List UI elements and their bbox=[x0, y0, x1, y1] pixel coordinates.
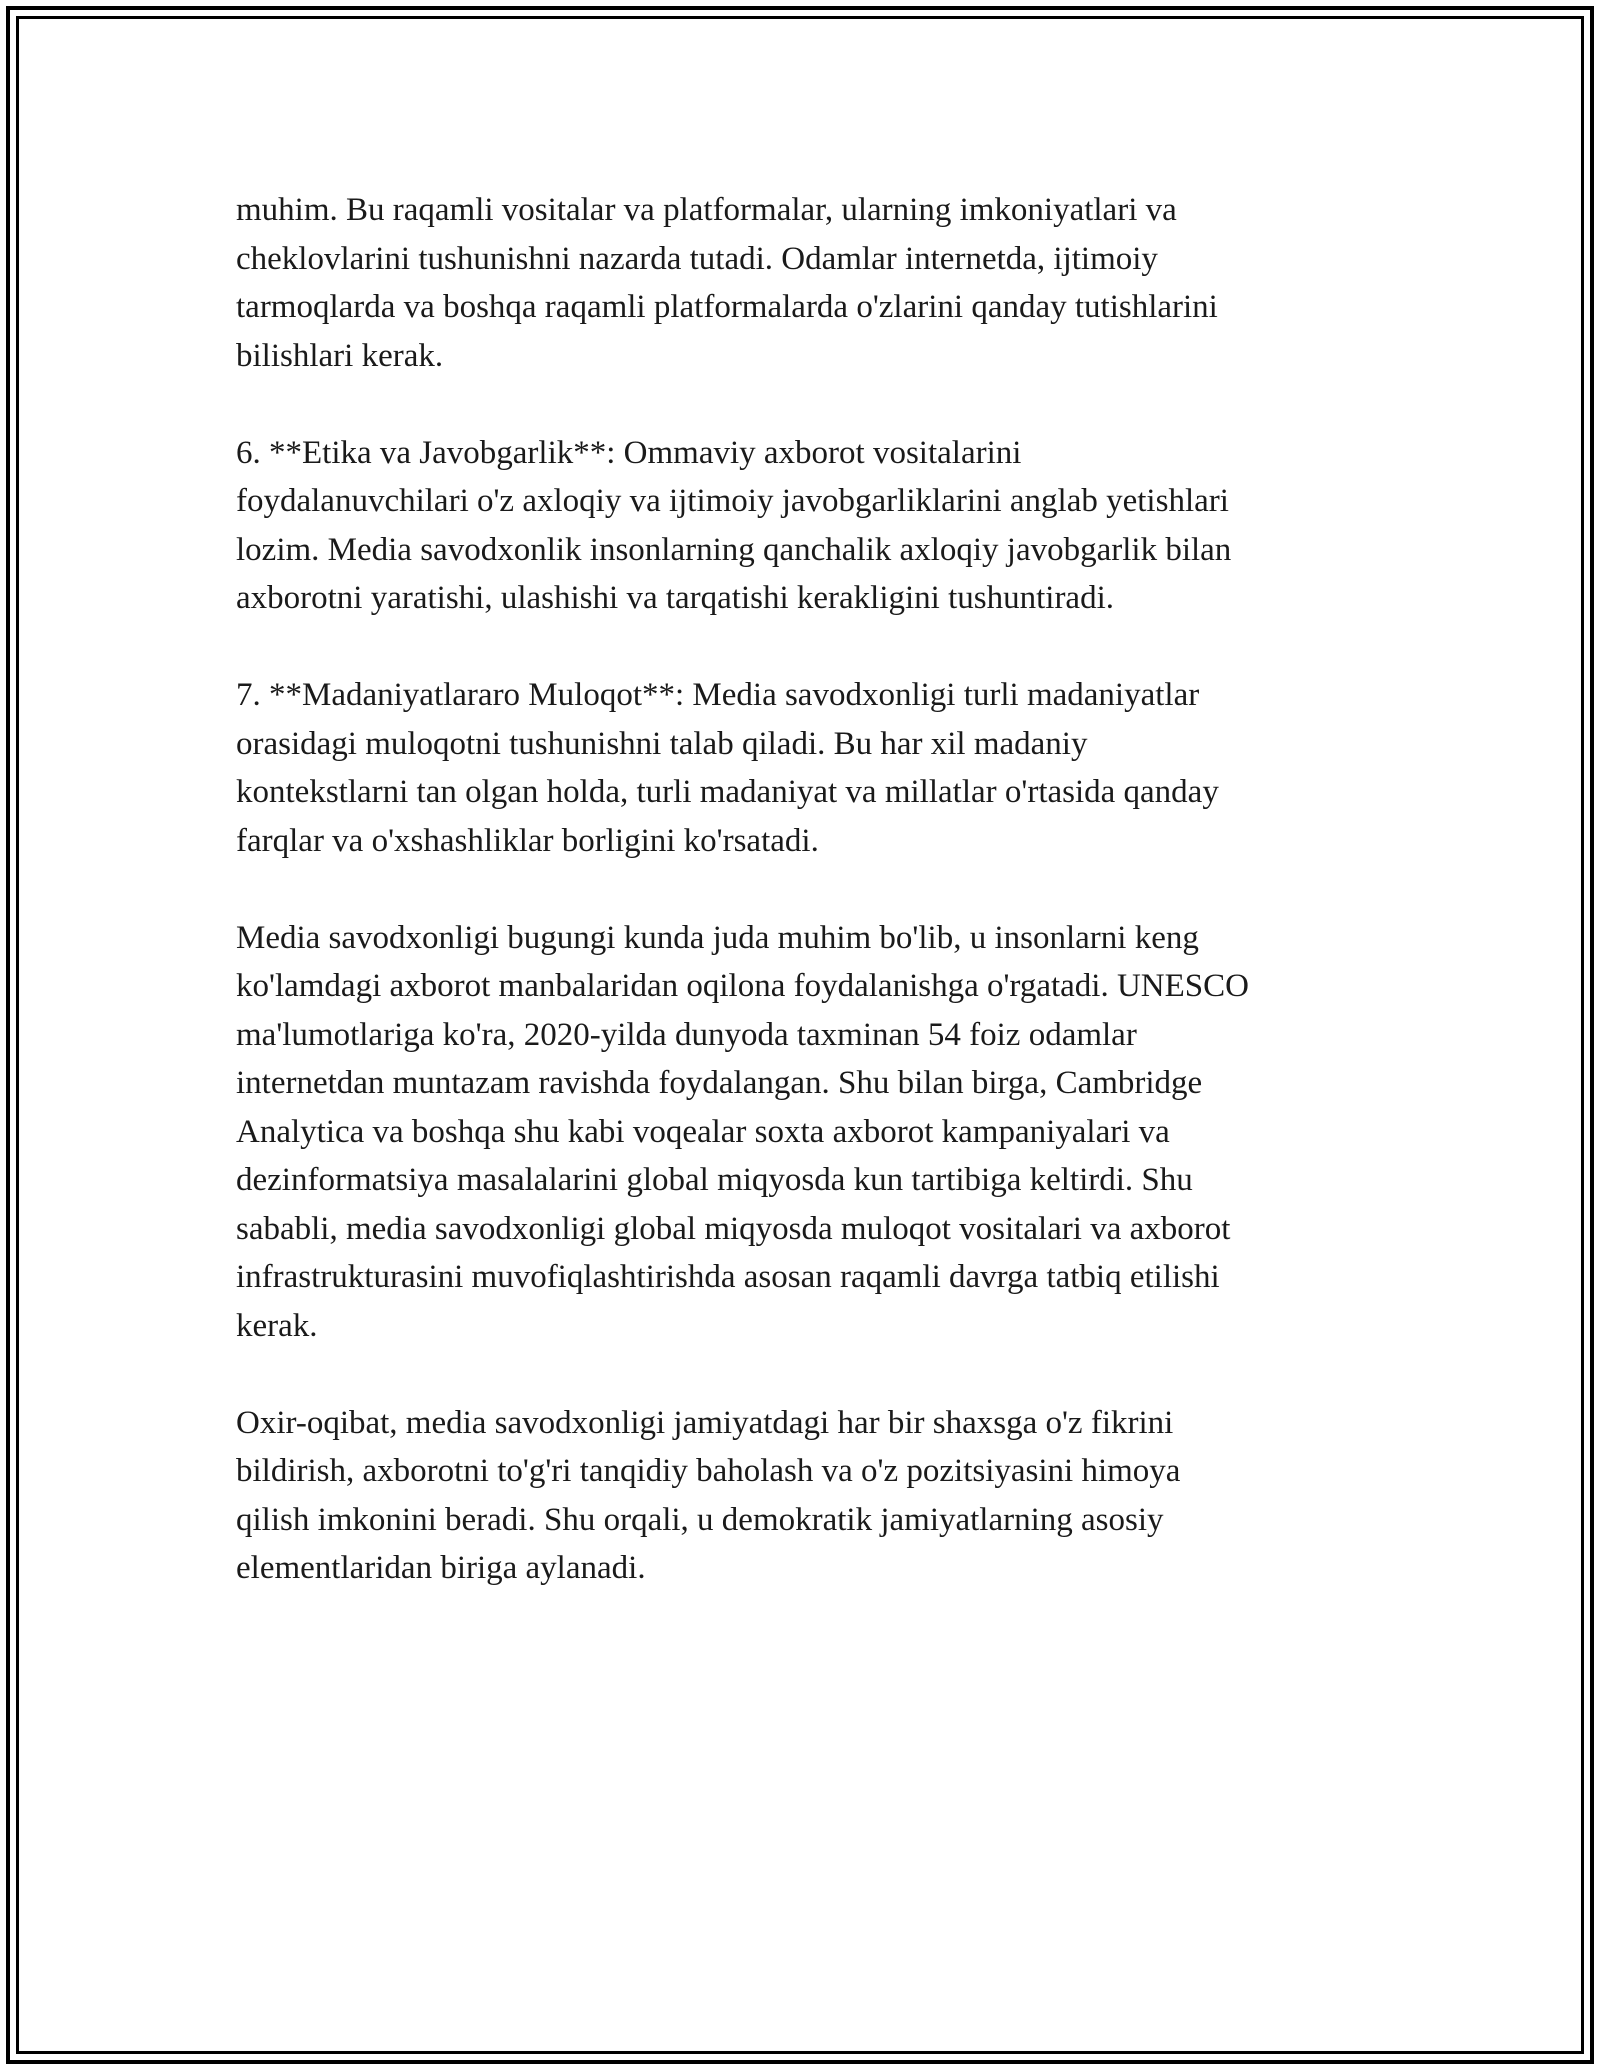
text-line: internetdan muntazam ravishda foydalangan. Shu bilan birga, Cambridge bbox=[236, 1065, 1203, 1101]
text-line: kerak. bbox=[236, 1307, 318, 1344]
text-line: elementlaridan biriga aylanadi. bbox=[236, 1550, 646, 1586]
text-line: sababli, media savodxonligi global miqyosda muloqot vositalari va axborot bbox=[236, 1210, 1231, 1247]
text-line: Analytica va boshqa shu kabi voqealar soxta axborot kampaniyalari va bbox=[236, 1113, 1170, 1150]
text-line: cheklovlarini tushunishni nazarda tutadi. Odamlar internetda, ijtimoiy bbox=[236, 240, 1158, 277]
text-line: ko'lamdagi axborot manbalaridan oqilona foydalanishga o'rgatadi. UNESCO bbox=[236, 968, 1249, 1004]
text-line: farqlar va o'xshashliklar borligini ko'rsatadi. bbox=[236, 822, 819, 859]
text-line: qilish imkonini beradi. Shu orqali, u demokratik jamiyatlarning asosiy bbox=[236, 1501, 1164, 1538]
document-body bbox=[236, 186, 1386, 1641]
text-line: tarmoqlarda va boshqa raqamli platformalarda o'zlarini qanday tutishlarini bbox=[236, 289, 1218, 325]
text-line: axborotni yaratishi, ulashishi va tarqatishi kerakligini tushuntiradi. bbox=[236, 580, 1114, 616]
paragraph-ethics-responsibility bbox=[236, 429, 1386, 623]
text-line: infrastrukturasini muvofiqlashtirishda asosan raqamli davrga tatbiq etilishi bbox=[236, 1259, 1220, 1295]
text-line: kontekstlarni tan olgan holda, turli madaniyat va millatlar o'rtasida qanday bbox=[236, 774, 1219, 810]
text-line: 7. **Madaniyatlararo Muloqot**: Media savodxonligi turli madaniyatlar bbox=[236, 677, 1200, 713]
paragraph-conclusion bbox=[236, 1399, 1386, 1593]
text-line: lozim. Media savodxonlik insonlarning qanchalik axloqiy javobgarlik bilan bbox=[236, 531, 1232, 568]
paragraph-intercultural-communication bbox=[236, 671, 1386, 865]
paragraph-media-literacy-importance bbox=[236, 914, 1386, 1351]
text-line: Oxir-oqibat, media savodxonligi jamiyatdagi har bir shaxsga o'z fikrini bbox=[236, 1404, 1174, 1441]
text-line: bilishlari kerak. bbox=[236, 337, 444, 374]
text-line: bildirish, axborotni to'g'ri tanqidiy baholash va o'z pozitsiyasini himoya bbox=[236, 1453, 1181, 1489]
text-line: orasidagi muloqotni tushunishni talab qiladi. Bu har xil madaniy bbox=[236, 725, 1088, 762]
text-line: foydalanuvchilari o'z axloqiy va ijtimoiy javobgarliklarini anglab yetishlari bbox=[236, 483, 1229, 519]
text-line: dezinformatsiya masalalarini global miqyosda kun tartibiga keltirdi. Shu bbox=[236, 1162, 1193, 1198]
text-line: ma'lumotlariga ko'ra, 2020-yilda dunyoda taxminan 54 foiz odamlar bbox=[236, 1016, 1137, 1053]
paragraph-digital-literacy-continuation bbox=[236, 186, 1386, 380]
text-line: Media savodxonligi bugungi kunda juda muhim bo'lib, u insonlarni keng bbox=[236, 919, 1199, 956]
text-line: 6. **Etika va Javobgarlik**: Ommaviy axborot vositalarini bbox=[236, 434, 1022, 471]
text-line: muhim. Bu raqamli vositalar va platformalar, ularning imkoniyatlari va bbox=[236, 192, 1177, 228]
